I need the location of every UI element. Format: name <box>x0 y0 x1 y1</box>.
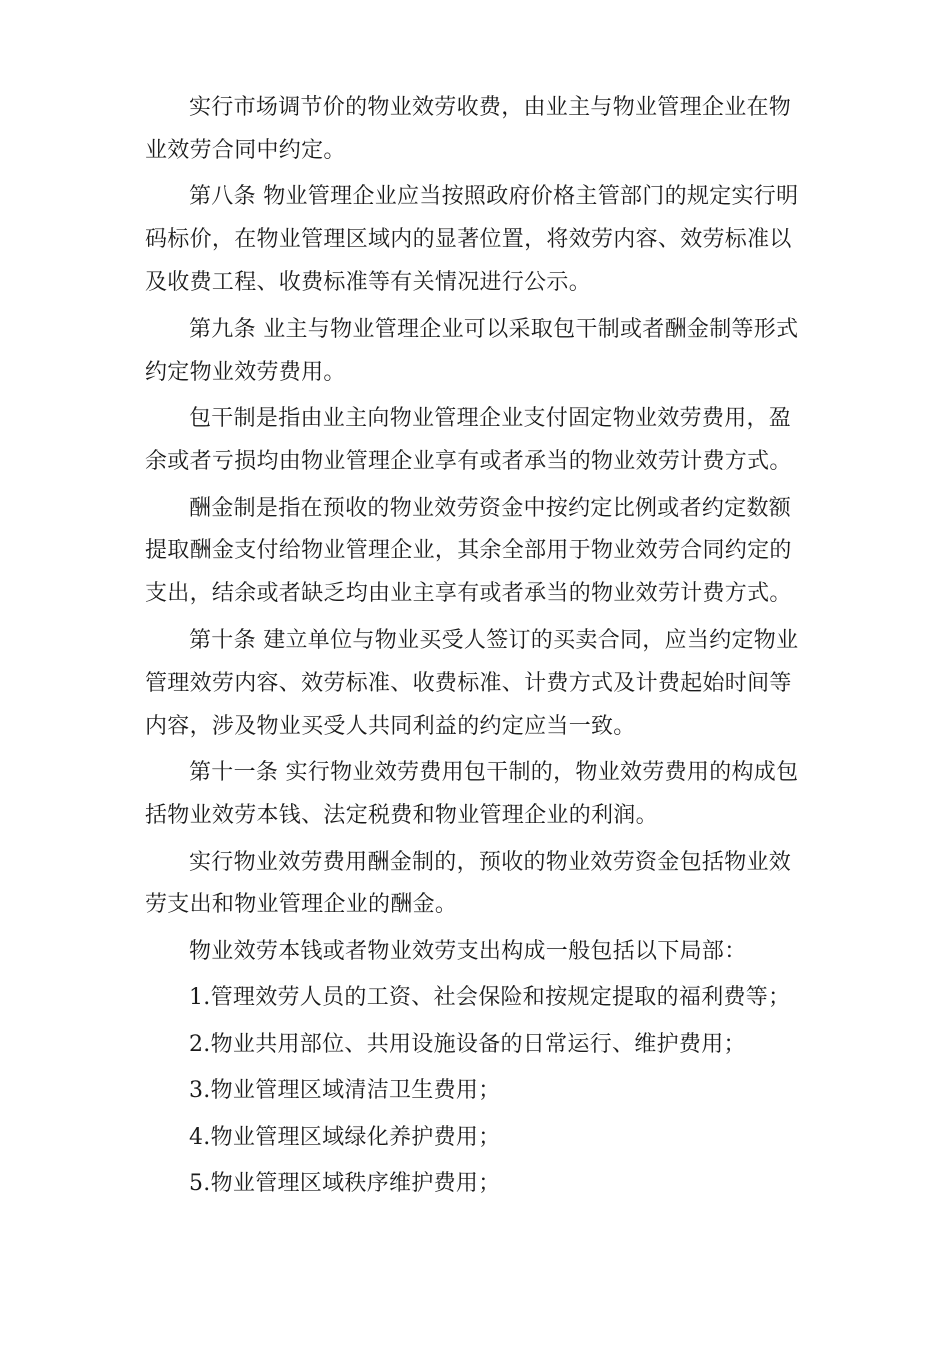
text-line: 余或者亏损均由物业管理企业享有或者承当的物业效劳计费方式。 <box>145 449 792 475</box>
text-line: 码标价，在物业管理区域内的显著位置，将效劳内容、效劳标准以 <box>145 227 792 253</box>
text-line: 实行市场调节价的物业效劳收费，由业主与物业管理企业在物 <box>189 95 792 120</box>
text-line: 约定物业效劳费用。 <box>145 359 346 385</box>
paragraph-lump-sum-definition <box>145 398 815 484</box>
paragraph-cost-composition <box>145 931 815 974</box>
text-line: 提取酬金支付给物业管理企业，其余全部用于物业效劳合同约定的 <box>145 538 792 564</box>
paragraph-article-10 <box>145 620 815 749</box>
text-line: 物业效劳本钱或者物业效劳支出构成一般包括以下局部： <box>189 938 747 964</box>
text-line: 第十一条 实行物业效劳费用包干制的，物业效劳费用的构成包 <box>189 760 799 786</box>
list-item: 1.管理效劳人员的工资、社会保险和按规定提取的福利费等； <box>189 985 791 1011</box>
text-line: 括物业效劳本钱、法定税费和物业管理企业的利润。 <box>145 803 658 829</box>
text-line: 支出，结余或者缺乏均由业主享有或者承当的物业效劳计费方式。 <box>145 581 792 607</box>
paragraph-article-11 <box>145 752 815 838</box>
text-line: 第八条 物业管理企业应当按照政府价格主管部门的规定实行明 <box>189 184 799 210</box>
list-item: 5.物业管理区域秩序维护费用； <box>189 1171 501 1197</box>
text-line: 管理效劳内容、效劳标准、收费标准、计费方式及计费起始时间等 <box>145 670 792 696</box>
list-item: 2.物业共用部位、共用设施设备的日常运行、维护费用； <box>189 1031 746 1057</box>
text-line: 业效劳合同中约定。 <box>145 137 346 163</box>
paragraph-article-8 <box>145 176 815 305</box>
text-line: 包干制是指由业主向物业管理企业支付固定物业效劳费用，盈 <box>189 406 792 432</box>
text-line: 第九条 业主与物业管理企业可以采取包干制或者酬金制等形式 <box>189 316 799 342</box>
text-line: 酬金制是指在预收的物业效劳资金中按约定比例或者约定数额 <box>189 495 792 521</box>
paragraph-article-9 <box>145 309 815 395</box>
text-line: 劳支出和物业管理企业的酬金。 <box>145 892 458 918</box>
paragraph-market-price <box>145 87 815 173</box>
document-body <box>145 87 815 1210</box>
text-line: 实行物业效劳费用酬金制的，预收的物业效劳资金包括物业效 <box>189 849 792 875</box>
text-line: 及收费工程、收费标准等有关情况进行公示。 <box>145 270 592 296</box>
list-item: 3.物业管理区域清洁卫生费用； <box>189 1078 501 1104</box>
paragraph-commission-fees <box>145 842 815 928</box>
list-item: 4.物业管理区域绿化养护费用； <box>189 1124 501 1150</box>
text-line: 第十条 建立单位与物业买受人签订的买卖合同，应当约定物业 <box>189 627 799 653</box>
paragraph-commission-definition <box>145 488 815 617</box>
text-line: 内容，涉及物业买受人共同利益的约定应当一致。 <box>145 713 636 739</box>
